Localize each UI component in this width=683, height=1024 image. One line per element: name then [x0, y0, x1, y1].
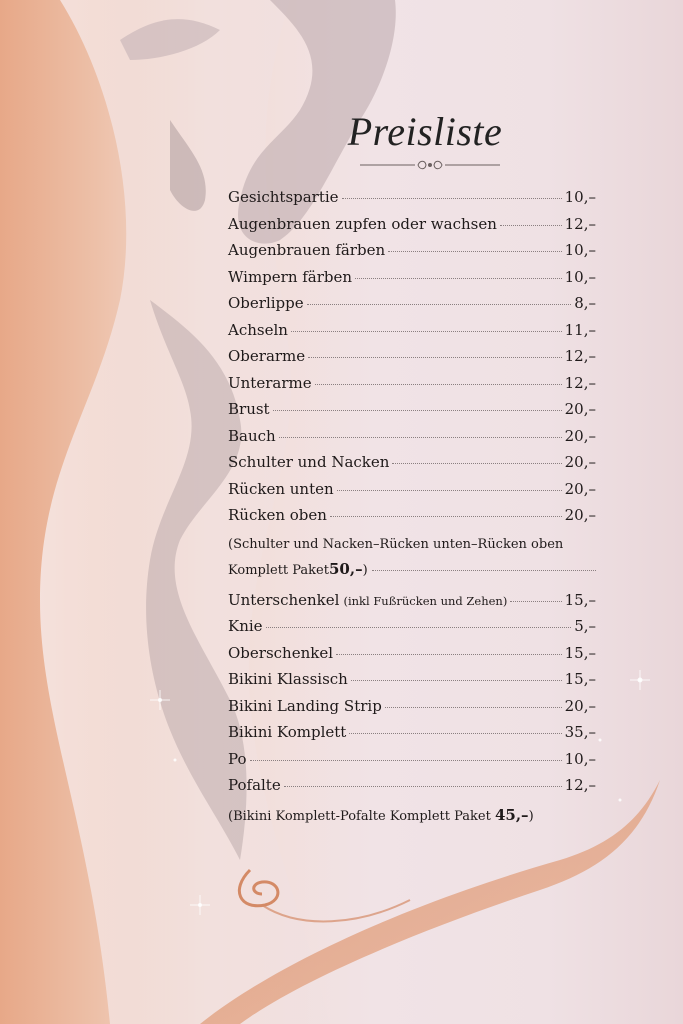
dot-leader [372, 570, 596, 571]
item-price: 8,– [574, 294, 596, 312]
item-label: Oberarme [228, 347, 306, 365]
price-row [228, 776, 596, 803]
dot-leader [284, 786, 562, 787]
dot-leader [291, 331, 562, 332]
package-note-b [228, 803, 596, 829]
item-price: 10,– [564, 267, 596, 286]
price-list-section-a [228, 188, 596, 533]
item-label: Oberschenkel [228, 643, 334, 662]
price-row [228, 241, 596, 268]
price-row [228, 321, 596, 348]
dot-leader [355, 278, 562, 279]
package-note-a-line2 [228, 557, 596, 583]
item-label: Oberlippe [228, 294, 304, 312]
ornament-divider-icon [360, 158, 500, 172]
price-row [228, 188, 596, 215]
item-price: 10,– [564, 241, 596, 259]
price-row [228, 644, 596, 671]
item-label: Achseln [228, 320, 288, 339]
item-price: 15,– [564, 670, 596, 688]
dot-leader [250, 760, 562, 761]
item-label: Rücken unten [228, 479, 334, 498]
item-price: 35,– [564, 723, 596, 741]
item-label: Brust [228, 400, 270, 418]
package-note-b-prefix: (Bikini Komplett-Pofalte Komplett Paket [228, 808, 495, 824]
dot-leader [510, 601, 561, 602]
package-note-a-line1: (Schulter und Nacken–Rücken unten–Rücken oben [228, 536, 564, 552]
item-label: Po [228, 749, 247, 768]
item-label: Gesichtspartie [228, 188, 339, 206]
price-list-section-b [228, 591, 596, 803]
dot-leader [266, 627, 572, 628]
item-label: Bikini Klassisch [228, 670, 348, 688]
price-row [228, 374, 596, 401]
price-row [228, 427, 596, 454]
item-label: Schulter und Nacken [228, 453, 390, 471]
price-list [228, 188, 596, 829]
dot-leader [385, 707, 562, 708]
item-price: 12,– [564, 347, 596, 365]
price-row [228, 453, 596, 480]
item-price: 12,– [564, 776, 596, 794]
dot-leader [273, 410, 562, 411]
item-label: Bauch [228, 426, 276, 445]
item-price: 12,– [564, 373, 596, 392]
item-price: 12,– [564, 214, 596, 233]
price-row [228, 723, 596, 750]
dot-leader [342, 198, 562, 199]
dot-leader [336, 654, 562, 655]
item-price: 20,– [564, 696, 596, 715]
item-price: 20,– [564, 426, 596, 445]
item-price: 10,– [564, 188, 596, 206]
item-price: 20,– [564, 453, 596, 471]
item-label: Pofalte [228, 776, 281, 794]
price-row [228, 347, 596, 374]
dot-leader [307, 304, 572, 305]
price-row [228, 215, 596, 242]
price-row [228, 506, 596, 533]
item-label: Augenbrauen färben [228, 241, 386, 259]
item-price: 20,– [564, 479, 596, 498]
item-label: Bikini Komplett [228, 723, 347, 741]
package-note-a-price: 50,– [328, 559, 363, 578]
price-row [228, 268, 596, 295]
item-price: 15,– [564, 590, 596, 609]
item-price: 10,– [564, 749, 596, 768]
dot-leader [315, 384, 562, 385]
dot-leader [330, 516, 562, 517]
dot-leader [500, 225, 562, 226]
price-row [228, 750, 596, 777]
price-row [228, 617, 596, 644]
item-price: 15,– [564, 643, 596, 662]
item-label: Bikini Landing Strip [228, 696, 382, 715]
dot-leader [308, 357, 561, 358]
price-row [228, 480, 596, 507]
price-row [228, 697, 596, 724]
item-label: Wimpern färben [228, 267, 353, 286]
price-row [228, 400, 596, 427]
package-note-a [228, 533, 596, 583]
item-price: 5,– [574, 617, 596, 635]
dot-leader [349, 733, 561, 734]
dot-leader [337, 490, 562, 491]
item-label: Unterschenkel [228, 590, 340, 609]
item-price: 20,– [564, 506, 596, 524]
price-row [228, 294, 596, 321]
item-label: Unterarme [228, 373, 312, 392]
item-label: Rücken oben [228, 506, 327, 524]
package-note-a-prefix: Komplett Paket [228, 562, 329, 578]
package-note-b-suffix: ) [528, 808, 534, 824]
package-note-a-suffix: ) [362, 562, 368, 578]
price-row [228, 670, 596, 697]
dot-leader [392, 463, 561, 464]
dot-leader [351, 680, 562, 681]
package-note-b-price: 45,– [494, 805, 529, 824]
price-row [228, 591, 596, 618]
item-label: Augenbrauen zupfen oder wachsen [228, 214, 497, 233]
item-price: 11,– [564, 320, 596, 339]
dot-leader [388, 251, 562, 252]
item-label: Knie [228, 617, 263, 635]
dot-leader [279, 437, 562, 438]
item-price: 20,– [564, 400, 596, 418]
page-title: Preisliste [347, 109, 503, 154]
item-note: (inkl Fußrücken und Zehen) [343, 593, 508, 608]
